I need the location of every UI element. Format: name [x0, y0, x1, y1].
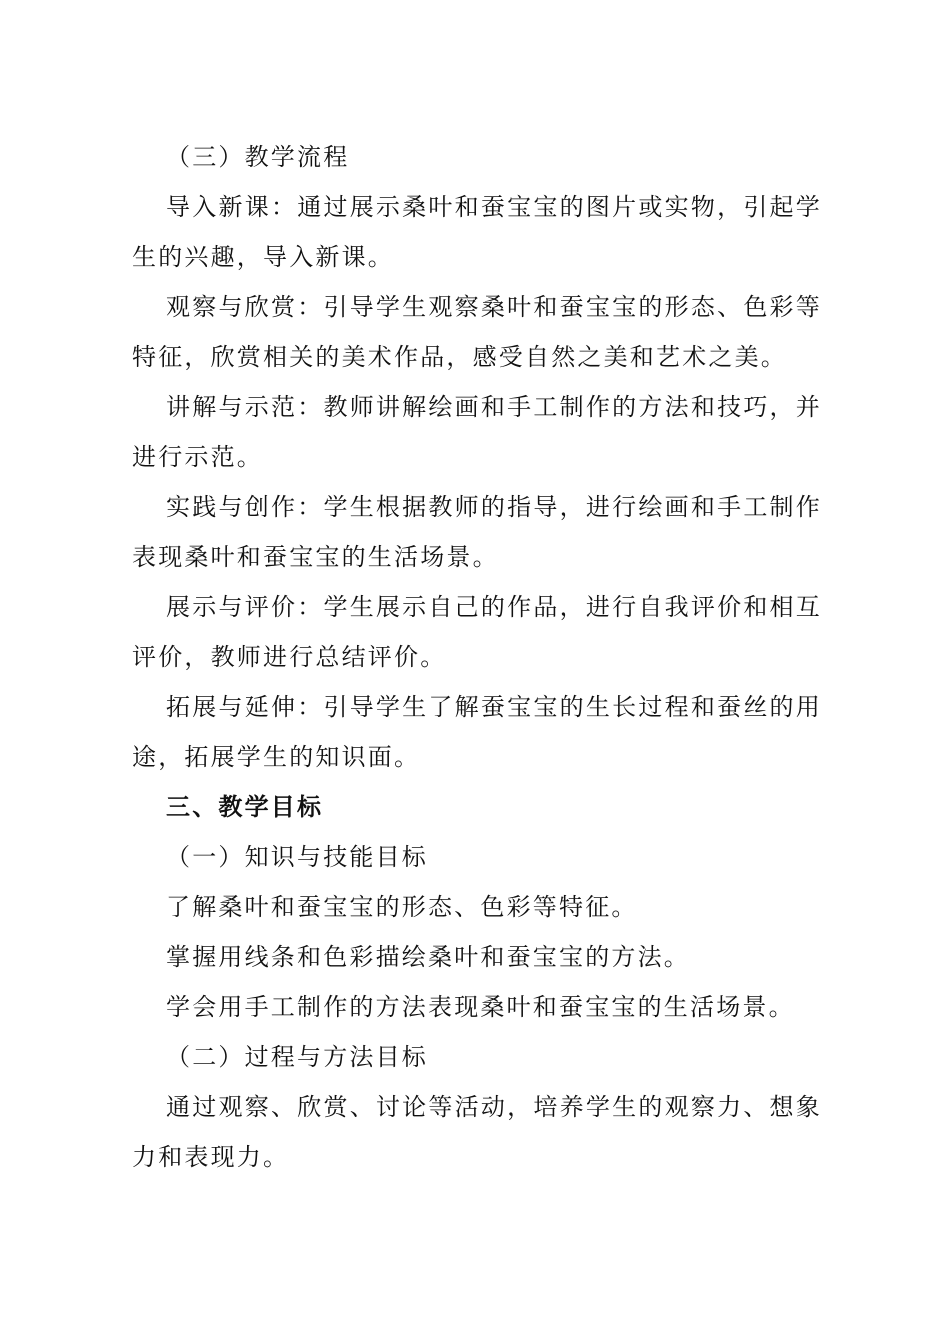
subsection-title-knowledge: （一）知识与技能目标 — [166, 843, 428, 871]
paragraph-explain: 讲解与示范：教师讲解绘画和手工制作的方法和技巧，并进行示范。 — [132, 393, 822, 471]
subsection-title-teaching-process: （三）教学流程 — [166, 143, 350, 171]
subsection-title-process: （二）过程与方法目标 — [166, 1043, 428, 1071]
paragraph-knowledge-3: 学会用手工制作的方法表现桑叶和蚕宝宝的生活场景。 — [166, 993, 795, 1021]
paragraph-practice: 实践与创作：学生根据教师的指导，进行绘画和手工制作表现桑叶和蚕宝宝的生活场景。 — [132, 493, 822, 571]
section-heading-goals: 三、教学目标 — [166, 793, 324, 821]
paragraph-process-1: 通过观察、欣赏、讨论等活动，培养学生的观察力、想象力和表现力。 — [132, 1093, 822, 1171]
paragraph-observe: 观察与欣赏：引导学生观察桑叶和蚕宝宝的形态、色彩等特征，欣赏相关的美术作品，感受自然之美和艺术之美。 — [132, 293, 822, 371]
paragraph-extend: 拓展与延伸：引导学生了解蚕宝宝的生长过程和蚕丝的用途，拓展学生的知识面。 — [132, 693, 822, 771]
document-page — [132, 132, 822, 1182]
paragraph-introduce: 导入新课：通过展示桑叶和蚕宝宝的图片或实物，引起学生的兴趣，导入新课。 — [132, 193, 822, 271]
paragraph-display: 展示与评价：学生展示自己的作品，进行自我评价和相互评价，教师进行总结评价。 — [132, 593, 822, 671]
paragraph-knowledge-2: 掌握用线条和色彩描绘桑叶和蚕宝宝的方法。 — [166, 943, 690, 971]
paragraph-knowledge-1: 了解桑叶和蚕宝宝的形态、色彩等特征。 — [166, 893, 638, 921]
